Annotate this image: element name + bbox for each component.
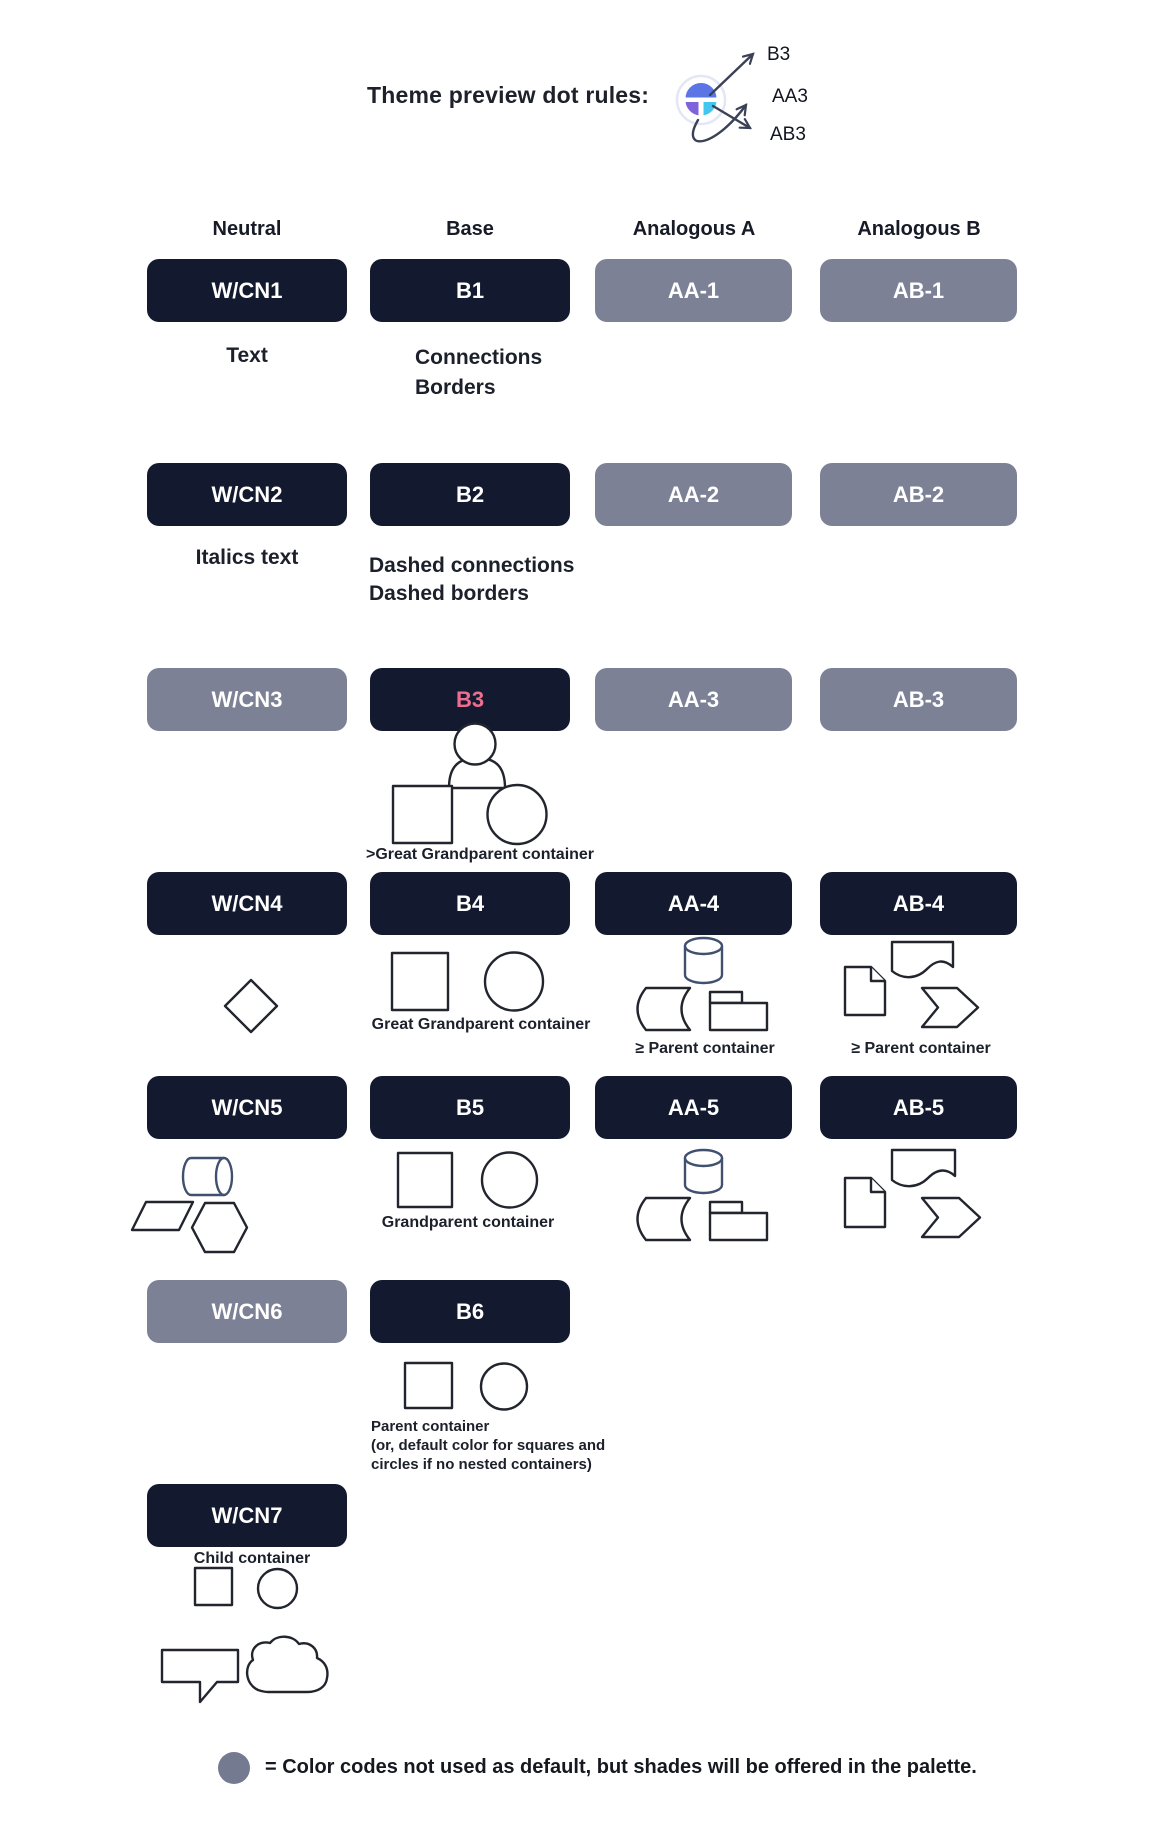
hexagon-icon <box>192 1203 247 1252</box>
cloud-icon <box>247 1637 327 1692</box>
dot-label-ab3: AB3 <box>770 124 806 145</box>
square-icon <box>392 953 448 1010</box>
caption-borders: Borders <box>415 376 496 399</box>
chevron-icon <box>922 988 978 1027</box>
swatch-b6: B6 <box>370 1280 570 1343</box>
column-header-base: Base <box>446 218 494 240</box>
swatch-ab4: AB-4 <box>820 872 1017 935</box>
page-title: Theme preview dot rules: <box>367 82 650 108</box>
swatch-ab3: AB-3 <box>820 668 1017 731</box>
caption-dashed-connections: Dashed connections <box>369 554 575 577</box>
b4-shape-group <box>392 953 543 1011</box>
swatch-ab2: AB-2 <box>820 463 1017 526</box>
circle-icon <box>481 1364 527 1410</box>
b3-shape-group <box>393 724 547 845</box>
caption-ge-parent-ab: ≥ Parent container <box>851 1040 991 1057</box>
caption-parent-line2: (or, default color for squares and <box>371 1437 606 1454</box>
b5-shape-group <box>398 1153 537 1208</box>
document-fold-icon <box>871 1178 885 1192</box>
swatch-b3: B3 <box>370 668 570 731</box>
dot-base-segment-icon <box>685 82 718 99</box>
dot-analogous-b-segment-icon <box>685 101 700 117</box>
speech-bubble-icon <box>162 1650 238 1702</box>
swatch-aa4: AA-4 <box>595 872 792 935</box>
caption-great-grandparent: Great Grandparent container <box>371 1016 591 1033</box>
swatch-wcn3: W/CN3 <box>147 668 347 731</box>
b6-shape-group <box>405 1363 527 1410</box>
arrow-to-b3-icon <box>710 54 753 95</box>
column-header-analogous-a: Analogous A <box>632 218 756 240</box>
caption-parent-note <box>371 1417 605 1474</box>
swatch-aa1: AA-1 <box>595 259 792 322</box>
square-icon <box>405 1363 452 1408</box>
stored-data-icon <box>638 988 691 1030</box>
folder-icon <box>710 1213 767 1240</box>
swatch-wcn1: W/CN1 <box>147 259 347 322</box>
wcn7-shape-group <box>162 1568 327 1702</box>
swatch-ab5: AB-5 <box>820 1076 1017 1139</box>
square-icon <box>393 786 452 843</box>
chevron-icon <box>922 1198 980 1237</box>
caption-text: Text <box>226 344 268 367</box>
caption-child-container: Child container <box>193 1550 311 1567</box>
swatch-wcn7: W/CN7 <box>147 1484 347 1547</box>
swatch-b5: B5 <box>370 1076 570 1139</box>
folder-tab-icon <box>710 1202 742 1213</box>
circle-icon <box>258 1569 297 1608</box>
arrow-to-aa3-icon <box>693 105 746 141</box>
document-icon <box>845 967 885 1015</box>
wavy-document-icon <box>892 942 953 977</box>
swatch-aa2: AA-2 <box>595 463 792 526</box>
ab5-shape-group <box>845 1150 980 1237</box>
cylinder-body-icon <box>685 1158 722 1193</box>
dot-label-b3: B3 <box>767 44 791 65</box>
horizontal-cylinder-cap-icon <box>216 1158 232 1195</box>
legend-text: = Color codes not used as default, but shades will be offered in the palette. <box>265 1756 977 1778</box>
aa5-shape-group <box>638 1150 768 1240</box>
cylinder-top-icon <box>685 1150 722 1166</box>
caption-parent-line3: circles if no nested containers) <box>371 1456 592 1473</box>
document-icon <box>845 1178 885 1227</box>
dot-ring-icon <box>677 76 725 124</box>
circle-icon <box>482 1153 537 1208</box>
caption-grandparent: Grandparent container <box>381 1214 555 1231</box>
circle-icon <box>485 953 543 1011</box>
cylinder-body-icon <box>685 946 722 983</box>
swatch-aa3: AA-3 <box>595 668 792 731</box>
arrow-to-ab3-icon <box>713 106 750 128</box>
stored-data-icon <box>638 1198 691 1240</box>
caption-dashed-borders: Dashed borders <box>369 582 529 605</box>
parallelogram-icon <box>132 1202 193 1230</box>
swatch-wcn6: W/CN6 <box>147 1280 347 1343</box>
person-body-icon <box>449 758 505 788</box>
caption-dashed <box>369 552 574 608</box>
legend-dot-icon <box>218 1752 250 1784</box>
horizontal-cylinder-body-icon <box>183 1158 224 1195</box>
square-icon <box>195 1568 232 1605</box>
swatch-b1: B1 <box>370 259 570 322</box>
dot-label-aa3: AA3 <box>772 86 808 107</box>
folder-icon <box>710 1003 767 1030</box>
dot-analogous-a-segment-icon <box>703 101 718 117</box>
swatch-wcn4: W/CN4 <box>147 872 347 935</box>
caption-ge-parent-aa: ≥ Parent container <box>635 1040 775 1057</box>
circle-icon <box>488 785 547 844</box>
square-icon <box>398 1153 452 1207</box>
caption-connections: Connections <box>415 346 543 369</box>
wcn5-shape-group <box>132 1158 247 1252</box>
theme-preview-dot <box>677 54 753 141</box>
document-fold-icon <box>871 967 885 981</box>
cylinder-top-icon <box>685 938 722 954</box>
wavy-document-icon <box>892 1150 955 1186</box>
swatch-b4: B4 <box>370 872 570 935</box>
swatch-ab1: AB-1 <box>820 259 1017 322</box>
swatch-b2: B2 <box>370 463 570 526</box>
swatch-wcn5: W/CN5 <box>147 1076 347 1139</box>
swatch-aa5: AA-5 <box>595 1076 792 1139</box>
caption-connections-borders <box>415 343 542 403</box>
caption-italics-text: Italics text <box>195 546 299 569</box>
swatch-wcn2: W/CN2 <box>147 463 347 526</box>
aa4-shape-group <box>638 938 768 1030</box>
column-header-analogous-b: Analogous B <box>857 218 981 240</box>
caption-parent-line1: Parent container <box>371 1418 490 1435</box>
caption-gt-great-grandparent: >Great Grandparent container <box>365 846 595 863</box>
diamond-icon <box>225 980 277 1032</box>
ab4-shape-group <box>845 942 978 1027</box>
column-header-neutral: Neutral <box>212 218 282 240</box>
folder-tab-icon <box>710 992 742 1003</box>
